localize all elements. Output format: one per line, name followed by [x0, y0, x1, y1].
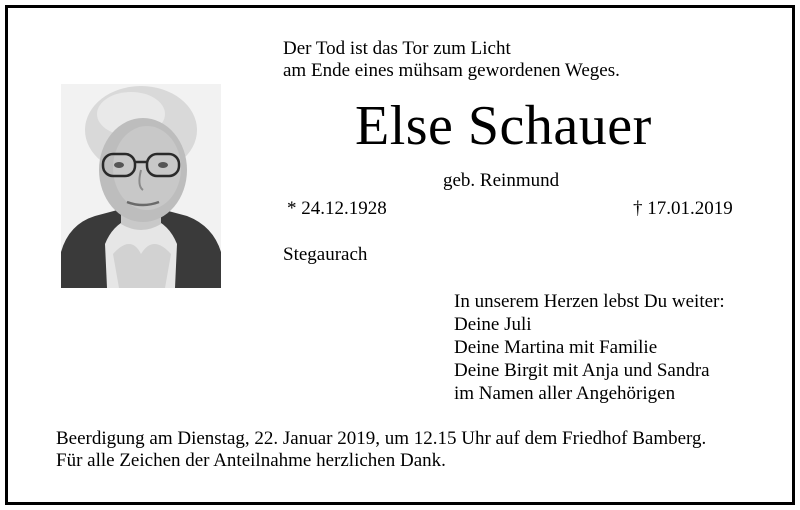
funeral-line-1: Beerdigung am Dienstag, 22. Januar 2019, um 12.15 Uhr auf dem Friedhof Bamberg. — [56, 428, 707, 449]
birth-date: * 24.12.1928 — [287, 198, 387, 219]
survivor-line: Deine Martina mit Familie — [454, 337, 658, 358]
survivors-list — [454, 290, 725, 405]
quote-line-1: Der Tod ist das Tor zum Licht — [283, 38, 511, 59]
deceased-name: Else Schauer — [355, 95, 652, 157]
death-date: † 17.01.2019 — [633, 198, 733, 219]
funeral-line-2: Für alle Zeichen der Anteilnahme herzlichen Dank. — [56, 450, 446, 471]
survivor-line: im Namen aller Angehörigen — [454, 383, 676, 404]
funeral-notice — [56, 428, 706, 472]
birth-name: geb. Reinmund — [443, 170, 560, 191]
residence: Stegaurach — [283, 244, 368, 265]
quote — [283, 38, 620, 82]
portrait-photo — [61, 84, 221, 288]
survivor-line: Deine Birgit mit Anja und Sandra — [454, 360, 710, 381]
quote-line-2: am Ende eines mühsam gewordenen Weges. — [283, 60, 620, 81]
survivors-intro: In unserem Herzen lebst Du weiter: — [454, 291, 725, 312]
survivor-line: Deine Juli — [454, 314, 532, 335]
